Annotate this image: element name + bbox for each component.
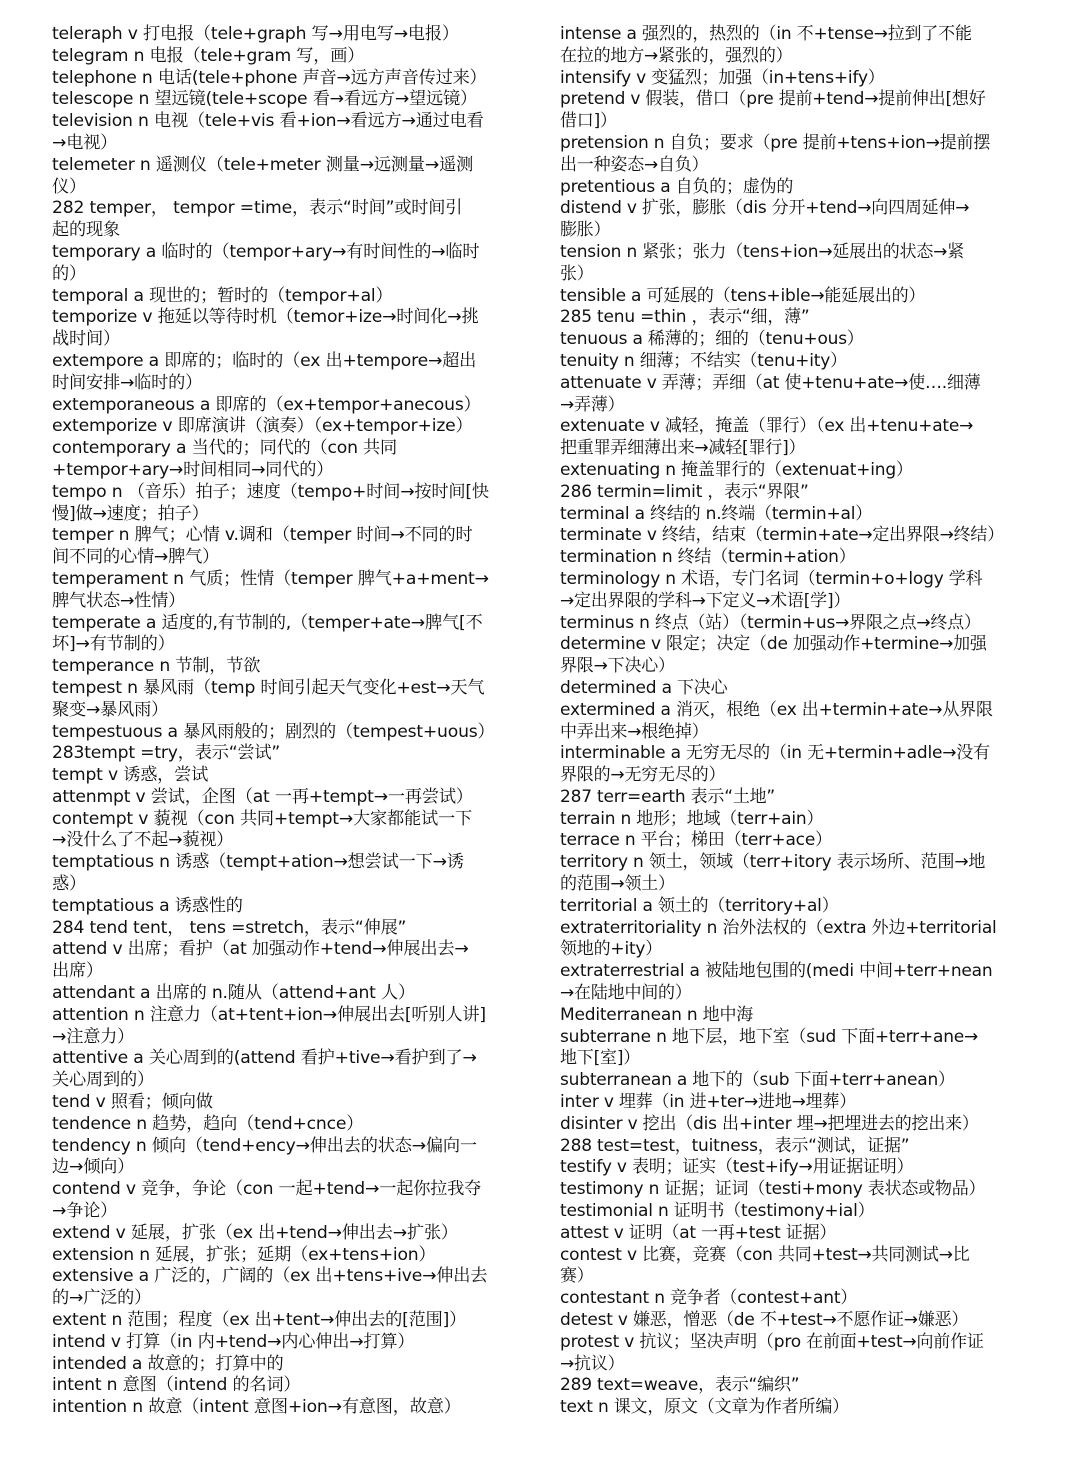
text-line: detest v 嫌恶，憎恶（de 不+test→不愿作证→嫌恶） xyxy=(560,1310,969,1331)
text-line: 289 text=weave，表示“编织” xyxy=(560,1375,800,1396)
text-line: attentive a 关心周到的(attend 看护+tive→看护到了→ xyxy=(52,1048,477,1069)
text-line: attenuate v 弄薄；弄细（at 使+tenu+ate→使….细薄 xyxy=(560,372,981,393)
text-line: 中弄出来→根绝掉） xyxy=(560,721,709,742)
text-line: terrain n 地形；地域（terr+ain） xyxy=(560,808,824,829)
text-line: intention n 故意（intent 意图+ion→有意图，故意） xyxy=(52,1397,461,1418)
text-line: 聚变→暴风雨） xyxy=(52,699,169,720)
text-line: extermined a 消灭，根绝（ex 出+termin+ate→从界限 xyxy=(560,699,993,720)
text-line: tempt v 诱惑，尝试 xyxy=(52,765,209,786)
text-line: territory n 领土，领域（terr+itory 表示场所、范围→地 xyxy=(560,852,986,873)
text-line: tenuity n 细薄；不结实（tenu+ity） xyxy=(560,350,847,371)
text-line: distend v 扩张，膨胀（dis 分开+tend→向四周延伸→ xyxy=(560,198,970,219)
text-line: interminable a 无穷无尽的（in 无+termin+adle→没有 xyxy=(560,743,990,764)
text-line: telemeter n 遥测仪（tele+meter 测量→远测量→遥测 xyxy=(52,154,474,175)
text-line: +tempor+ary→时间相同→同代的） xyxy=(52,459,334,480)
text-line: →没什么了不起→藐视） xyxy=(52,830,234,851)
text-line: →注意力） xyxy=(52,1026,135,1047)
text-line: tempestuous a 暴风雨般的；剧烈的（tempest+uous） xyxy=(52,721,495,742)
text-line: 脾气状态→性情） xyxy=(52,590,186,611)
text-line: disinter v 挖出（dis 出+inter 埋→把埋进去的挖出来） xyxy=(560,1113,979,1134)
text-line: temperate a 适度的,有节制的,（temper+ate→脾气[不 xyxy=(52,612,483,633)
text-line: 关心周到的） xyxy=(52,1070,154,1091)
text-line: 出席） xyxy=(52,961,103,982)
text-line: 借口]） xyxy=(560,111,617,132)
text-line: 287 terr=earth 表示“土地” xyxy=(560,786,776,807)
text-line: temptatious a 诱惑性的 xyxy=(52,895,243,916)
text-line: teleraph v 打电报（tele+graph 写→用电写→电报） xyxy=(52,24,459,44)
text-line: temperament n 气质；性情（temper 脾气+a+ment→ xyxy=(52,568,489,589)
text-line: 的→广泛的） xyxy=(52,1288,152,1309)
text-line: →电视） xyxy=(52,132,118,153)
text-line: temporal a 现世的；暂时的（tempor+al） xyxy=(52,285,393,306)
text-line: attendant a 出席的 n.随从（attend+ant 人） xyxy=(52,983,415,1004)
text-line: 285 tenu =thin ，表示“细，薄” xyxy=(560,307,810,328)
text-line: inter v 埋葬（in 进+ter→进地→埋葬） xyxy=(560,1092,857,1113)
text-line: tempo n （音乐）拍子；速度（tempo+时间→按时间[快 xyxy=(52,481,489,502)
text-line: extemporaneous a 即席的（ex+tempor+anecous） xyxy=(52,394,481,415)
text-line: terminal a 终结的 n.终端（termin+al） xyxy=(560,503,873,524)
text-line: subterranean a 地下的（sub 下面+terr+anean） xyxy=(560,1070,955,1091)
text-line: attend v 出席；看护（at 加强动作+tend→伸展出去→ xyxy=(52,939,469,960)
text-line: 惑） xyxy=(52,874,86,895)
text-line: 把重罪弄细薄出来→减轻[罪行]） xyxy=(560,438,806,459)
text-line: tendency n 倾向（tend+ency→伸出去的状态→偏向一 xyxy=(52,1135,477,1156)
text-line: text n 课文，原文（文章为作者所编） xyxy=(560,1397,849,1418)
text-line: terrace n 平台；梯田（terr+ace） xyxy=(560,830,832,851)
text-line: tempest n 暴风雨（temp 时间引起天气变化+est→天气 xyxy=(52,677,485,698)
text-line: temporize v 拖延以等待时机（temor+ize→时间化→挑 xyxy=(52,307,479,328)
text-line: telescope n 望远镜(tele+scope 看→看远方→望远镜） xyxy=(52,89,477,110)
text-line: telephone n 电话(tele+phone 声音→远方声音传过来） xyxy=(52,67,487,88)
text-line: television n 电视（tele+vis 看+ion→看远方→通过电看 xyxy=(52,111,484,132)
right-column xyxy=(560,24,1034,1419)
text-line: 慢]做→速度；拍子） xyxy=(52,503,209,524)
text-line: pretension n 自负；要求（pre 提前+tens+ion→提前摆 xyxy=(560,132,991,153)
text-line: extent n 范围；程度（ex 出+tent→伸出去的[范围]） xyxy=(52,1310,467,1331)
text-line: tension n 紧张；张力（tens+ion→延展出的状态→紧 xyxy=(560,241,965,262)
text-line: extraterritoriality n 治外法权的（extra 外边+territorial xyxy=(560,917,997,938)
text-line: 的范围→领土） xyxy=(560,874,675,895)
text-line: territorial a 领土的（territory+al） xyxy=(560,895,839,916)
text-line: temporary a 临时的（tempor+ary→有时间性的→临时 xyxy=(52,241,480,262)
text-line: temptatious n 诱惑（tempt+ation→想尝试一下→诱 xyxy=(52,852,464,873)
text-line: extenuate v 减轻，掩盖（罪行）（ex 出+tenu+ate→ xyxy=(560,416,974,437)
text-line: tendence n 趋势，趋向（tend+cnce） xyxy=(52,1113,364,1134)
text-line: 界限→下决心） xyxy=(560,656,675,677)
text-line: contemporary a 当代的；同代的（con 共同 xyxy=(52,438,398,459)
text-line: testimony n 证据；证词（testi+mony 表状态或物品） xyxy=(560,1179,986,1200)
text-line: testimonial n 证明书（testimony+ial） xyxy=(560,1201,875,1222)
text-line: 283tempt =try，表示“尝试” xyxy=(52,743,281,764)
text-line: tensible a 可延展的（tens+ible→能延展出的） xyxy=(560,285,926,306)
text-line: 间不同的心情→脾气） xyxy=(52,547,220,568)
text-line: tend v 照看；倾向做 xyxy=(52,1092,213,1113)
text-line: 地下[室]） xyxy=(560,1048,641,1069)
text-line: extraterrestrial a 被陆地包围的(medi 中间+terr+nean xyxy=(560,961,993,982)
text-line: extemporize v 即席演讲（演奏）（ex+tempor+ize） xyxy=(52,416,473,437)
text-line: terminate v 终结，结束（termin+ate→定出界限→终结） xyxy=(560,525,1005,546)
text-line: attest v 证明（at 一再+test 证据） xyxy=(560,1222,837,1243)
text-line: temper n 脾气；心情 v.调和（temper 时间→不同的时 xyxy=(52,525,473,546)
text-line: →定出界限的学科→下定义→术语[学]） xyxy=(560,590,851,611)
text-line: attenmpt v 尝试，企图（at 一再+tempt→一再尝试） xyxy=(52,786,473,807)
text-line: 起的现象 xyxy=(52,220,120,241)
text-line: protest v 抗议；坚决声明（pro 在前面+test→向前作证 xyxy=(560,1331,984,1352)
text-line: extempore a 即席的；临时的（ex 出+tempore→超出 xyxy=(52,350,477,371)
text-line: 仪） xyxy=(52,176,86,197)
text-line: intend v 打算（in 内+tend→内心伸出→打算） xyxy=(52,1331,415,1352)
text-line: intense a 强烈的，热烈的（in 不+tense→拉到了不能 xyxy=(560,24,972,44)
text-line: 张） xyxy=(560,263,594,284)
text-line: →争论） xyxy=(52,1201,118,1222)
text-line: 286 termin=limit ，表示“界限” xyxy=(560,481,809,502)
text-line: 282 temper， tempor =time，表示“时间”或时间引 xyxy=(52,198,463,219)
text-line: attention n 注意力（at+tent+ion→伸展出去[听别人讲] xyxy=(52,1004,486,1025)
text-line: extend v 延展，扩张（ex 出+tend→伸出去→扩张） xyxy=(52,1222,458,1243)
text-line: →在陆地中间的） xyxy=(560,983,692,1004)
text-line: contend v 竞争，争论（con 一起+tend→一起你拉我夺 xyxy=(52,1179,482,1200)
text-line: contest v 比赛，竞赛（con 共同+test→共同测试→比 xyxy=(560,1244,970,1265)
text-line: intended a 故意的；打算中的 xyxy=(52,1353,284,1374)
left-column xyxy=(52,24,532,1419)
text-line: 领地的+ity） xyxy=(560,939,663,960)
text-line: →抗议） xyxy=(560,1353,625,1374)
text-line: pretend v 假装，借口（pre 提前+tend→提前伸出[想好 xyxy=(560,89,986,110)
text-line: extenuating n 掩盖罪行的（extenuat+ing） xyxy=(560,459,913,480)
text-line: terminology n 术语，专门名词（termin+o+logy 学科 xyxy=(560,568,983,589)
text-line: 288 test=test，tuitness，表示“测试，证据” xyxy=(560,1135,910,1156)
text-line: 坏]→有节制的） xyxy=(52,634,175,655)
text-line: 284 tend tent， tens =stretch，表示“伸展” xyxy=(52,917,407,938)
text-line: 时间安排→临时的） xyxy=(52,372,203,393)
text-line: 赛） xyxy=(560,1266,594,1287)
text-line: 战时间） xyxy=(52,329,120,350)
text-line: 界限的→无穷无尽的） xyxy=(560,765,726,786)
text-line: intensify v 变猛烈；加强（in+tens+ify） xyxy=(560,67,885,88)
text-line: 在拉的地方→紧张的，强烈的） xyxy=(560,45,793,66)
text-line: telegram n 电报（tele+gram 写，画） xyxy=(52,45,365,66)
text-line: contempt v 藐视（con 共同+tempt→大家都能试一下 xyxy=(52,808,472,829)
text-line: subterrane n 地下层，地下室（sud 下面+terr+ane→ xyxy=(560,1026,979,1047)
text-line: 膨胀） xyxy=(560,220,611,241)
text-line: determined a 下决心 xyxy=(560,677,728,698)
text-line: temperance n 节制，节欲 xyxy=(52,656,261,677)
text-line: Mediterranean n 地中海 xyxy=(560,1004,754,1025)
text-line: determine v 限定；决定（de 加强动作+termine→加强 xyxy=(560,634,987,655)
text-line: testify v 表明；证实（test+ify→用证据证明） xyxy=(560,1157,914,1178)
text-line: 边→倾向） xyxy=(52,1157,135,1178)
text-line: 出一种姿态→自负） xyxy=(560,154,709,175)
text-line: contestant n 竞争者（contest+ant） xyxy=(560,1288,858,1309)
text-line: →弄薄） xyxy=(560,394,625,415)
text-line: tenuous a 稀薄的；细的（tenu+ous） xyxy=(560,329,864,350)
text-line: terminus n 终点（站）（termin+us→界限之点→终点） xyxy=(560,612,981,633)
text-line: pretentious a 自负的；虚伪的 xyxy=(560,176,794,197)
text-line: extension n 延展，扩张；延期（ex+tens+ion） xyxy=(52,1244,436,1265)
text-line: termination n 终结（termin+ation） xyxy=(560,547,856,568)
text-line: 的） xyxy=(52,263,86,284)
text-line: extensive a 广泛的，广阔的（ex 出+tens+ive→伸出去 xyxy=(52,1266,488,1287)
text-line: intent n 意图（intend 的名词） xyxy=(52,1375,301,1396)
